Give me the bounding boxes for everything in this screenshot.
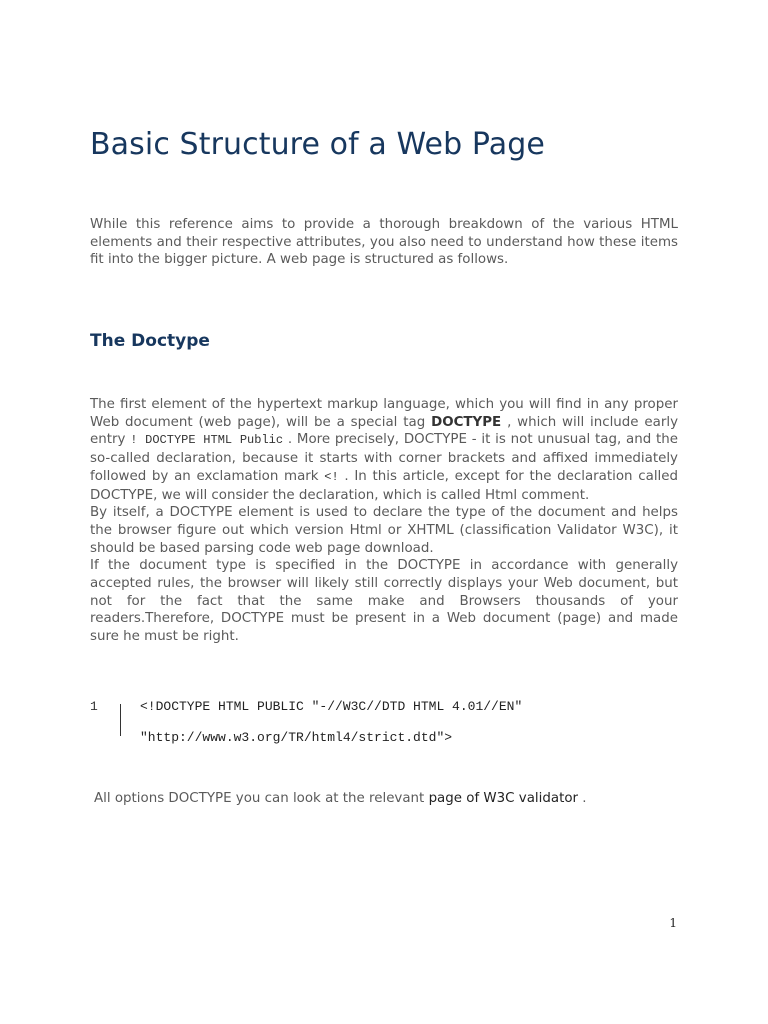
code-line-1: <!DOCTYPE HTML PUBLIC "-//W3C//DTD HTML 4.01//EN" — [140, 699, 523, 714]
section-heading: The Doctype — [90, 331, 210, 351]
page-number: 1 — [669, 916, 677, 930]
w3c-validator-link[interactable]: page of W3C validator — [428, 791, 579, 806]
body-text: . More precisely, DOCTYPE - it is not unusual tag, and the so-called declaration, because it starts with corner brackets and affixed immediately followed by an exclamation mark — [90, 432, 678, 484]
body-text: . In this article, except for the declaration called DOCTYPE, we will consider the declaration, which is called Html comment. — [90, 468, 678, 503]
code-line-2: "http://www.w3.org/TR/html4/strict.dtd"> — [140, 730, 453, 745]
footer-text-after: . — [578, 791, 587, 806]
footer-note — [94, 791, 587, 806]
page-title: Basic Structure of a Web Page — [90, 127, 545, 162]
paragraph-3: If the document type is specified in the DOCTYPE in accordance with generally accepted rules, the browser will likely still correctly displays your Web document, but not for the fact that the same make and Browsers thousands of your readers.Therefore, DOCTYPE must be present in a Web document (page) and made sure he must be right. — [90, 558, 678, 645]
code-line-number: 1 — [90, 699, 98, 714]
body-text: The first element of the hypertext markup language, which you will find in any proper Web document (web page), will be a special tag — [90, 397, 678, 430]
footer-text-before: All options DOCTYPE you can look at the relevant — [94, 791, 429, 806]
doctype-body — [90, 396, 678, 646]
body-text: , which will include early entry — [90, 414, 678, 448]
doctype-tag: DOCTYPE — [431, 414, 502, 430]
inline-code: <! — [324, 469, 339, 484]
paragraph-2: By itself, a DOCTYPE element is used to declare the type of the document and helps the browser figure out which version Html or XHTML (classification Validator W3C), it should be based parsing code web page download. — [90, 505, 678, 556]
inline-code: ! DOCTYPE HTML Public — [130, 433, 284, 448]
intro-paragraph: While this reference aims to provide a thorough breakdown of the various HTML elements and their respective attributes, you also need to understand how these items fit into the bigger picture. A web page is structured as follows. — [90, 217, 678, 268]
code-gutter-divider — [120, 704, 121, 736]
